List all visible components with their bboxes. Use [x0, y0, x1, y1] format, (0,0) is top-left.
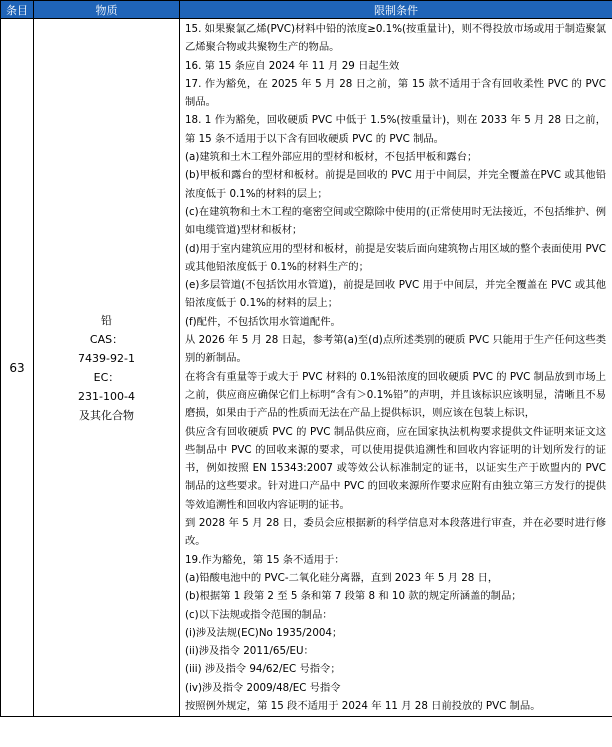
condition-paragraph: 19.作为豁免，第 15 条不适用于： — [185, 553, 345, 566]
substance-compounds: 及其化合物 — [79, 408, 134, 422]
condition-paragraph: (f)配件，不包括饮用水管道配件。 — [185, 315, 341, 328]
header-substance: 物质 — [34, 1, 180, 19]
condition-paragraph: (c)以下法规或指令范围的制品： — [185, 608, 333, 621]
condition-paragraph: (iii) 涉及指令 94/62/EC 号指令； — [185, 663, 341, 676]
condition-paragraph: (i)涉及法规(EC)No 1935/2004； — [185, 626, 343, 639]
condition-paragraph: 从 2026 年 5 月 28 日起，参考第(a)至(d)点所述类别的硬质 PVC 只能用于生产任何这些类别的新制品。 — [185, 334, 606, 365]
table-header-row — [1, 1, 612, 19]
condition-paragraph: (b)甲板和露台的型材和板材。前提是回收的 PVC 用于中间层，并完全覆盖在PVC 或其他铅浓度低于 0.1%的材料的层上； — [185, 169, 606, 200]
cas-number: 7439-92-1 — [78, 351, 135, 365]
condition-paragraph: 15. 如果聚氯乙烯(PVC)材料中铅的浓度≥0.1%(按重量计)，则不得投放市场或用于制造聚氯乙烯聚合物或共聚物生产的物品。 — [185, 23, 606, 54]
condition-paragraph: 16. 第 15 条应自 2024 年 11 月 29 日起生效 — [185, 59, 400, 72]
substance-name: 铅 — [101, 313, 112, 327]
ec-label: EC： — [93, 370, 120, 384]
condition-paragraph: (a)铅酸电池中的 PVC-二氧化硅分离器，直到 2023 年 5 月 28 日， — [185, 571, 499, 584]
condition-paragraph: (a)建筑和土木工程外部应用的型材和板材，不包括甲板和露台； — [185, 151, 478, 164]
condition-paragraph: (e)多层管道(不包括饮用水管道)，前提是回收 PVC 用于中间层，并完全覆盖在 PVC 或其他铅浓度低于 0.1%的材料的层上； — [185, 279, 606, 310]
table-row — [1, 19, 612, 717]
condition-paragraph: (d)用于室内建筑应用的型材和板材，前提是安装后面向建筑物占用区域的整个表面使用 PVC 或其他铅浓度低于 0.1%的材料生产的； — [185, 242, 606, 273]
condition-paragraph: 按照例外规定，第 15 段不适用于 2024 年 11 月 28 日前投放的 PVC 制品。 — [185, 699, 541, 712]
condition-paragraph: 在将含有重量等于或大于 PVC 材料的 0.1%铅浓度的回收硬质 PVC 的 PVC 制品放到市场上之前，供应商应确保它们上标明“含有＞0.1%铅”的声明，并且该标识应该明显，清晰且不易磨损，如果由于产品的性质而无法在产品上提供标识，则应该在包装上标识， — [185, 370, 606, 420]
condition-paragraph: (b)根据第 1 段第 2 至 5 条和第 7 段第 8 和 10 款的规定所涵盖的制品； — [185, 590, 522, 603]
condition-paragraph: (c)在建筑物和土木工程的毫密空间或空隙除中使用的(正常使用时无法接近，不包括维护、例如电缆管道)型材和板材； — [185, 205, 606, 237]
ec-number: 231-100-4 — [78, 389, 135, 403]
condition-paragraph: 供应含有回收硬质 PVC 的 PVC 制品供应商，应在国家执法机构要求提供文件证明来证文这些制品中 PVC 的回收来源的要求，可以使用提供追溯性和回收内容证明的计划所发行的证书，例如按照 EN 15343:2007 或等效公认标准制定的证书，以证实生产于欧盟内的 PVC 制品的这些要求。针对进口产品中 PVC 的回收来源所作要求应附有由独立第三方发行的提供等效追溯性和回收内容证明的证书。 — [185, 425, 606, 511]
substance-cell — [34, 19, 180, 717]
condition-paragraph: 到 2028 年 5 月 28 日，委员会应根据新的科学信息对本段落进行审查，并在必要时进行修改。 — [185, 517, 606, 548]
item-number: 63 — [1, 19, 34, 717]
condition-paragraph: 18. 1 作为豁免，回收硬质 PVC 中低于 1.5%(按重量计)，则在 2033 年 5 月 28 日之前，第 15 条不适用于以下含有回收硬质 PVC 的 PVC 制品。 — [185, 114, 606, 145]
cas-label: CAS： — [89, 332, 124, 346]
header-item: 条目 — [1, 1, 34, 19]
condition-paragraph: 17. 作为豁免，在 2025 年 5 月 28 日之前，第 15 款不适用于含有回收柔性 PVC 的 PVC 制品。 — [185, 77, 606, 109]
condition-paragraph: (iv)涉及指令 2009/48/EC 号指令 — [185, 681, 341, 694]
conditions-cell — [180, 19, 612, 717]
condition-paragraph: (ii)涉及指令 2011/65/EU： — [185, 645, 314, 658]
header-conditions: 限制条件 — [180, 1, 612, 19]
